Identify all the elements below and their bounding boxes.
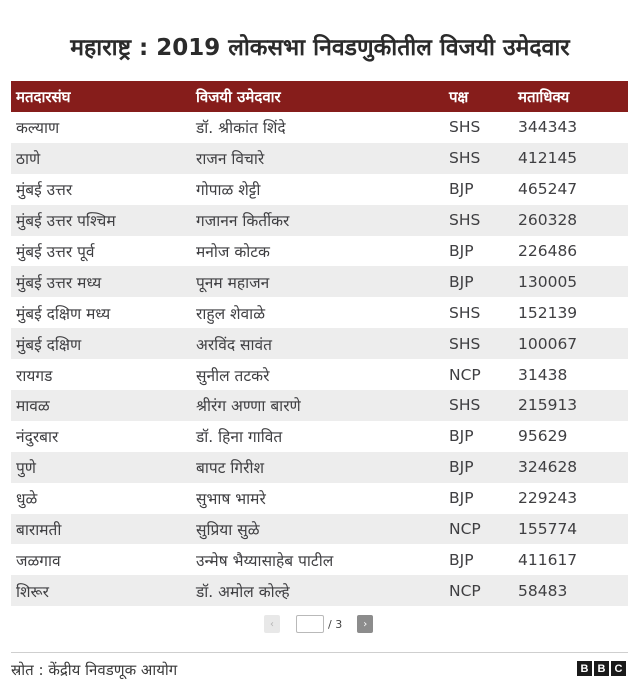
chevron-left-icon: ‹ — [270, 618, 274, 630]
table-row — [11, 359, 628, 390]
cell-constituency: धुळे — [16, 490, 38, 509]
cell-margin: 411617 — [518, 550, 578, 569]
header-constituency: मतदारसंघ — [16, 87, 71, 106]
cell-margin: 226486 — [518, 242, 578, 260]
cell-constituency: शिरूर — [16, 582, 49, 601]
cell-party: BJP — [449, 489, 474, 508]
cell-margin: 344343 — [518, 118, 578, 137]
table-row — [11, 205, 628, 236]
cell-candidate: श्रीरंग अण्णा बारणे — [196, 397, 301, 416]
header-winning-candidate: विजयी उमेदवार — [196, 87, 281, 106]
cell-constituency: पुणे — [16, 459, 37, 478]
cell-candidate: सुभाष भामरे — [196, 490, 266, 509]
cell-candidate: गोपाळ शेट्टी — [196, 181, 261, 200]
cell-candidate: बापट गिरीश — [196, 459, 265, 478]
cell-party: SHS — [449, 396, 481, 415]
table-row — [11, 328, 628, 359]
cell-margin: 465247 — [518, 180, 578, 199]
table-row — [11, 452, 628, 483]
logo-letter: C — [611, 661, 626, 676]
cell-candidate: राहुल शेवाळे — [196, 304, 265, 323]
page-total: / 3 — [328, 617, 343, 631]
cell-party: BJP — [449, 550, 474, 569]
cell-constituency: रायगड — [16, 366, 53, 385]
table-header — [11, 81, 628, 112]
header-row — [11, 81, 628, 112]
cell-constituency: कल्याण — [16, 119, 60, 138]
cell-party: BJP — [449, 242, 474, 260]
cell-constituency: नंदुरबार — [16, 428, 59, 447]
cell-constituency: मुंबई दक्षिण मध्य — [16, 304, 111, 323]
table-body — [11, 112, 628, 606]
cell-party: BJP — [449, 427, 474, 446]
cell-constituency: मुंबई उत्तर मध्य — [16, 273, 102, 292]
cell-margin: 155774 — [518, 520, 578, 539]
table-row — [11, 297, 628, 328]
cell-candidate: मनोज कोटक — [196, 243, 270, 261]
cell-candidate: डॉ. हिना गावित — [196, 428, 283, 447]
table-row — [11, 174, 628, 205]
prev-page-button[interactable] — [264, 615, 280, 633]
cell-constituency: जळगाव — [16, 551, 61, 570]
page-number-input[interactable] — [296, 615, 324, 633]
cell-party: BJP — [449, 180, 474, 199]
cell-constituency: मुंबई उत्तर पश्चिम — [16, 212, 116, 231]
cell-candidate: अरविंद सावंत — [196, 335, 272, 354]
cell-margin: 130005 — [518, 272, 578, 291]
table-row — [11, 514, 628, 545]
cell-candidate: गजानन किर्तीकर — [196, 212, 290, 231]
cell-margin: 324628 — [518, 458, 578, 477]
results-table — [11, 81, 628, 606]
next-page-button[interactable] — [357, 615, 373, 633]
cell-party: BJP — [449, 272, 474, 291]
cell-constituency: मुंबई दक्षिण — [16, 335, 82, 354]
cell-margin: 260328 — [518, 211, 578, 230]
cell-party: SHS — [449, 211, 481, 230]
cell-candidate: राजन विचारे — [196, 150, 265, 169]
cell-margin: 31438 — [518, 365, 568, 384]
cell-constituency: मावळ — [16, 397, 50, 416]
page-title: महाराष्ट्र : 2019 लोकसभा निवडणुकीतील विजयी उमेदवार — [70, 35, 570, 61]
cell-margin: 152139 — [518, 303, 578, 322]
table-row — [11, 236, 628, 267]
cell-candidate: पूनम महाजन — [196, 273, 270, 292]
table-row — [11, 421, 628, 452]
cell-party: SHS — [449, 303, 481, 322]
table-row — [11, 575, 628, 606]
cell-party: BJP — [449, 458, 474, 477]
cell-constituency: बारामती — [16, 521, 62, 540]
cell-party: NCP — [449, 365, 481, 384]
bbc-logo — [577, 661, 626, 676]
chevron-right-icon: › — [363, 618, 368, 630]
cell-margin: 58483 — [518, 581, 568, 600]
footer-divider — [11, 652, 628, 653]
source-note: स्रोत : केंद्रीय निवडणूक आयोग — [11, 661, 178, 679]
cell-constituency: मुंबई उत्तर पूर्व — [16, 243, 95, 261]
cell-party: NCP — [449, 520, 481, 539]
cell-margin: 100067 — [518, 334, 578, 353]
cell-margin: 412145 — [518, 149, 578, 168]
cell-party: SHS — [449, 149, 481, 168]
table-row — [11, 544, 628, 575]
cell-margin: 229243 — [518, 489, 578, 508]
logo-letter: B — [577, 661, 592, 676]
pagination — [264, 614, 373, 634]
table-row — [11, 112, 628, 143]
cell-constituency: ठाणे — [16, 150, 41, 169]
cell-party: SHS — [449, 334, 481, 353]
header-party: पक्ष — [449, 87, 469, 106]
logo-letter: B — [594, 661, 609, 676]
table-row — [11, 143, 628, 174]
header-margin: मताधिक्य — [518, 87, 570, 106]
cell-margin: 95629 — [518, 427, 568, 446]
cell-constituency: मुंबई उत्तर — [16, 181, 73, 200]
table-row — [11, 390, 628, 421]
cell-candidate: डॉ. श्रीकांत शिंदे — [196, 119, 286, 138]
cell-party: SHS — [449, 118, 481, 137]
cell-candidate: डॉ. अमोल कोल्हे — [196, 582, 290, 601]
cell-candidate: सुप्रिया सुळे — [196, 521, 260, 540]
cell-candidate: सुनील तटकरे — [196, 366, 270, 385]
table-row — [11, 483, 628, 514]
table-row — [11, 266, 628, 297]
cell-party: NCP — [449, 581, 481, 600]
cell-candidate: उन्मेष भैय्यासाहेब पाटील — [196, 551, 334, 570]
cell-margin: 215913 — [518, 396, 578, 415]
